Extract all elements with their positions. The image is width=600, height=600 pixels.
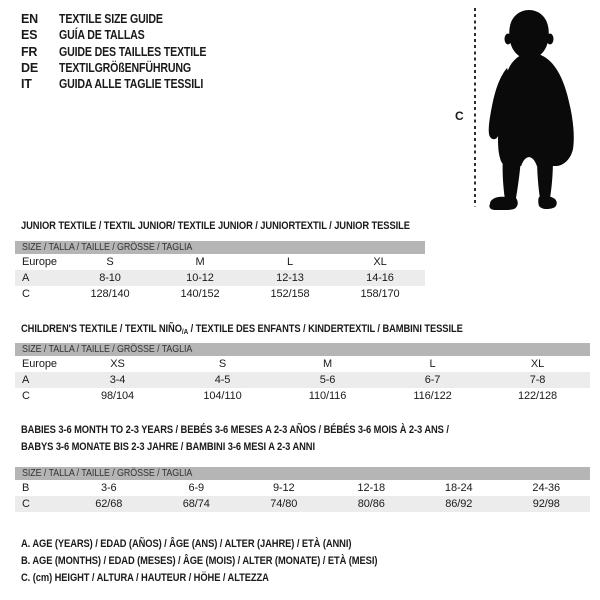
- footnote-a: A. AGE (YEARS) / EDAD (AÑOS) / ÂGE (ANS) / ALTER (JAHRE) / ETÀ (ANNI): [21, 538, 352, 550]
- height-measure-label: C: [455, 109, 464, 123]
- row-label: C: [22, 498, 30, 510]
- table-cell: M: [195, 256, 205, 268]
- table-cell: XL: [530, 358, 545, 370]
- row-label: Europe: [22, 256, 57, 268]
- children-section-title: [21, 321, 541, 339]
- babies-size-table: [15, 467, 590, 512]
- table-cell: 3-6: [100, 482, 117, 494]
- table-cell: 140/152: [180, 288, 220, 300]
- table-cell: 9-12: [272, 482, 295, 494]
- junior-section-title: JUNIOR TEXTILE / TEXTIL JUNIOR/ TEXTILE JUNIOR / JUNIORTEXTIL / JUNIOR TESSILE: [21, 220, 410, 232]
- language-code: ES: [21, 28, 38, 43]
- size-header-bar: [15, 343, 590, 356]
- title-line: BABIES 3-6 MONTH TO 2-3 YEARS / BEBÉS 3-6 MESES A 2-3 AÑOS / BÉBÉS 3-6 MOIS À 2-3 ANS /: [21, 424, 449, 436]
- language-title: TEXTILGRÖßENFÜHRUNG: [59, 60, 191, 75]
- table-row: [15, 356, 590, 372]
- table-row: [15, 496, 590, 512]
- footnote-b: B. AGE (MONTHS) / EDAD (MESES) / ÂGE (MOIS) / ALTER (MONATE) / ETÀ (MESI): [21, 555, 378, 567]
- table-row: [15, 270, 425, 286]
- table-cell: 12-13: [276, 272, 304, 284]
- language-code: EN: [21, 12, 38, 26]
- row-label: C: [22, 288, 30, 300]
- language-row: [21, 27, 232, 43]
- size-header-text: SIZE / TALLA / TAILLE / GRÖSSE / TAGLIA: [22, 241, 193, 253]
- table-cell: 5-6: [319, 374, 336, 386]
- table-cell: 104/110: [203, 390, 242, 402]
- language-row: [21, 11, 232, 27]
- toddler-silhouette-icon: [487, 8, 593, 210]
- footnote-c: C. (cm) HEIGHT / ALTURA / HAUTEUR / HÖHE / ALTEZZA: [21, 572, 269, 584]
- table-cell: XL: [373, 256, 387, 268]
- title-text: / TEXTILE DES ENFANTS / KINDERTEXTIL / BAMBINI TESSILE: [188, 323, 463, 335]
- language-row: [21, 60, 232, 76]
- language-title: GUIDE DES TAILLES TEXTILE: [59, 44, 207, 59]
- table-cell: 152/158: [270, 288, 310, 300]
- language-title: TEXTILE SIZE GUIDE: [59, 12, 163, 26]
- babies-section-title: [21, 422, 524, 455]
- size-header-text: SIZE / TALLA / TAILLE / GRÖSSE / TAGLIA: [22, 343, 193, 355]
- language-code: DE: [21, 60, 38, 75]
- table-cell: 6-9: [188, 482, 205, 494]
- title-text: CHILDREN'S TEXTILE / TEXTIL NIÑO: [21, 323, 182, 335]
- table-row: [15, 388, 590, 404]
- table-cell: S: [218, 358, 227, 370]
- table-cell: 10-12: [186, 272, 214, 284]
- table-cell: 18-24: [444, 482, 473, 494]
- size-header-bar: [15, 467, 590, 480]
- table-cell: 128/140: [90, 288, 130, 300]
- table-cell: 24-36: [532, 482, 561, 494]
- row-label: C: [22, 390, 30, 402]
- table-cell: 86/92: [445, 498, 473, 510]
- language-row: [21, 76, 232, 92]
- language-title: GUIDA ALLE TAGLIE TESSILI: [59, 77, 204, 92]
- table-cell: 7-8: [529, 374, 546, 386]
- table-cell: 3-4: [109, 374, 126, 386]
- table-cell: 158/170: [360, 288, 400, 300]
- table-cell: XS: [110, 358, 125, 370]
- children-size-table: [15, 343, 590, 404]
- table-row: [15, 372, 590, 388]
- table-cell: 14-16: [366, 272, 394, 284]
- footnotes: [21, 536, 440, 587]
- table-cell: 92/98: [532, 498, 560, 510]
- table-cell: 122/128: [517, 390, 558, 402]
- table-cell: L: [429, 358, 436, 370]
- table-cell: 98/104: [100, 390, 135, 402]
- table-cell: 12-18: [357, 482, 386, 494]
- row-label: B: [22, 482, 30, 494]
- size-header-text: SIZE / TALLA / TAILLE / GRÖSSE / TAGLIA: [22, 467, 193, 479]
- language-list: [21, 11, 232, 92]
- table-cell: 8-10: [99, 272, 121, 284]
- table-cell: M: [322, 358, 333, 370]
- table-cell: 62/68: [95, 498, 123, 510]
- table-cell: 4-5: [214, 374, 231, 386]
- table-row: [15, 254, 425, 270]
- language-title: GUÍA DE TALLAS: [59, 28, 145, 43]
- language-row: [21, 44, 232, 60]
- table-cell: 110/116: [308, 390, 347, 402]
- table-cell: 80/86: [357, 498, 385, 510]
- table-cell: 74/80: [270, 498, 298, 510]
- height-measure-line: [474, 8, 476, 207]
- size-header-bar: [15, 241, 425, 254]
- title-line: BABYS 3-6 MONATE BIS 2-3 JAHRE / BAMBINI 3-6 MESI A 2-3 ANNI: [21, 440, 315, 453]
- table-row: [15, 480, 590, 496]
- row-label: A: [22, 374, 30, 386]
- table-cell: 68/74: [182, 498, 210, 510]
- table-row: [15, 286, 425, 302]
- title-subscript: /A: [181, 327, 189, 336]
- junior-size-table: [15, 241, 425, 302]
- row-label: A: [22, 272, 30, 284]
- table-cell: L: [286, 256, 294, 268]
- table-cell: 6-7: [424, 374, 441, 386]
- row-label: Europe: [22, 358, 57, 370]
- language-code: FR: [21, 44, 38, 59]
- table-cell: 116/122: [413, 390, 452, 402]
- language-code: IT: [21, 77, 32, 92]
- table-cell: S: [106, 256, 114, 268]
